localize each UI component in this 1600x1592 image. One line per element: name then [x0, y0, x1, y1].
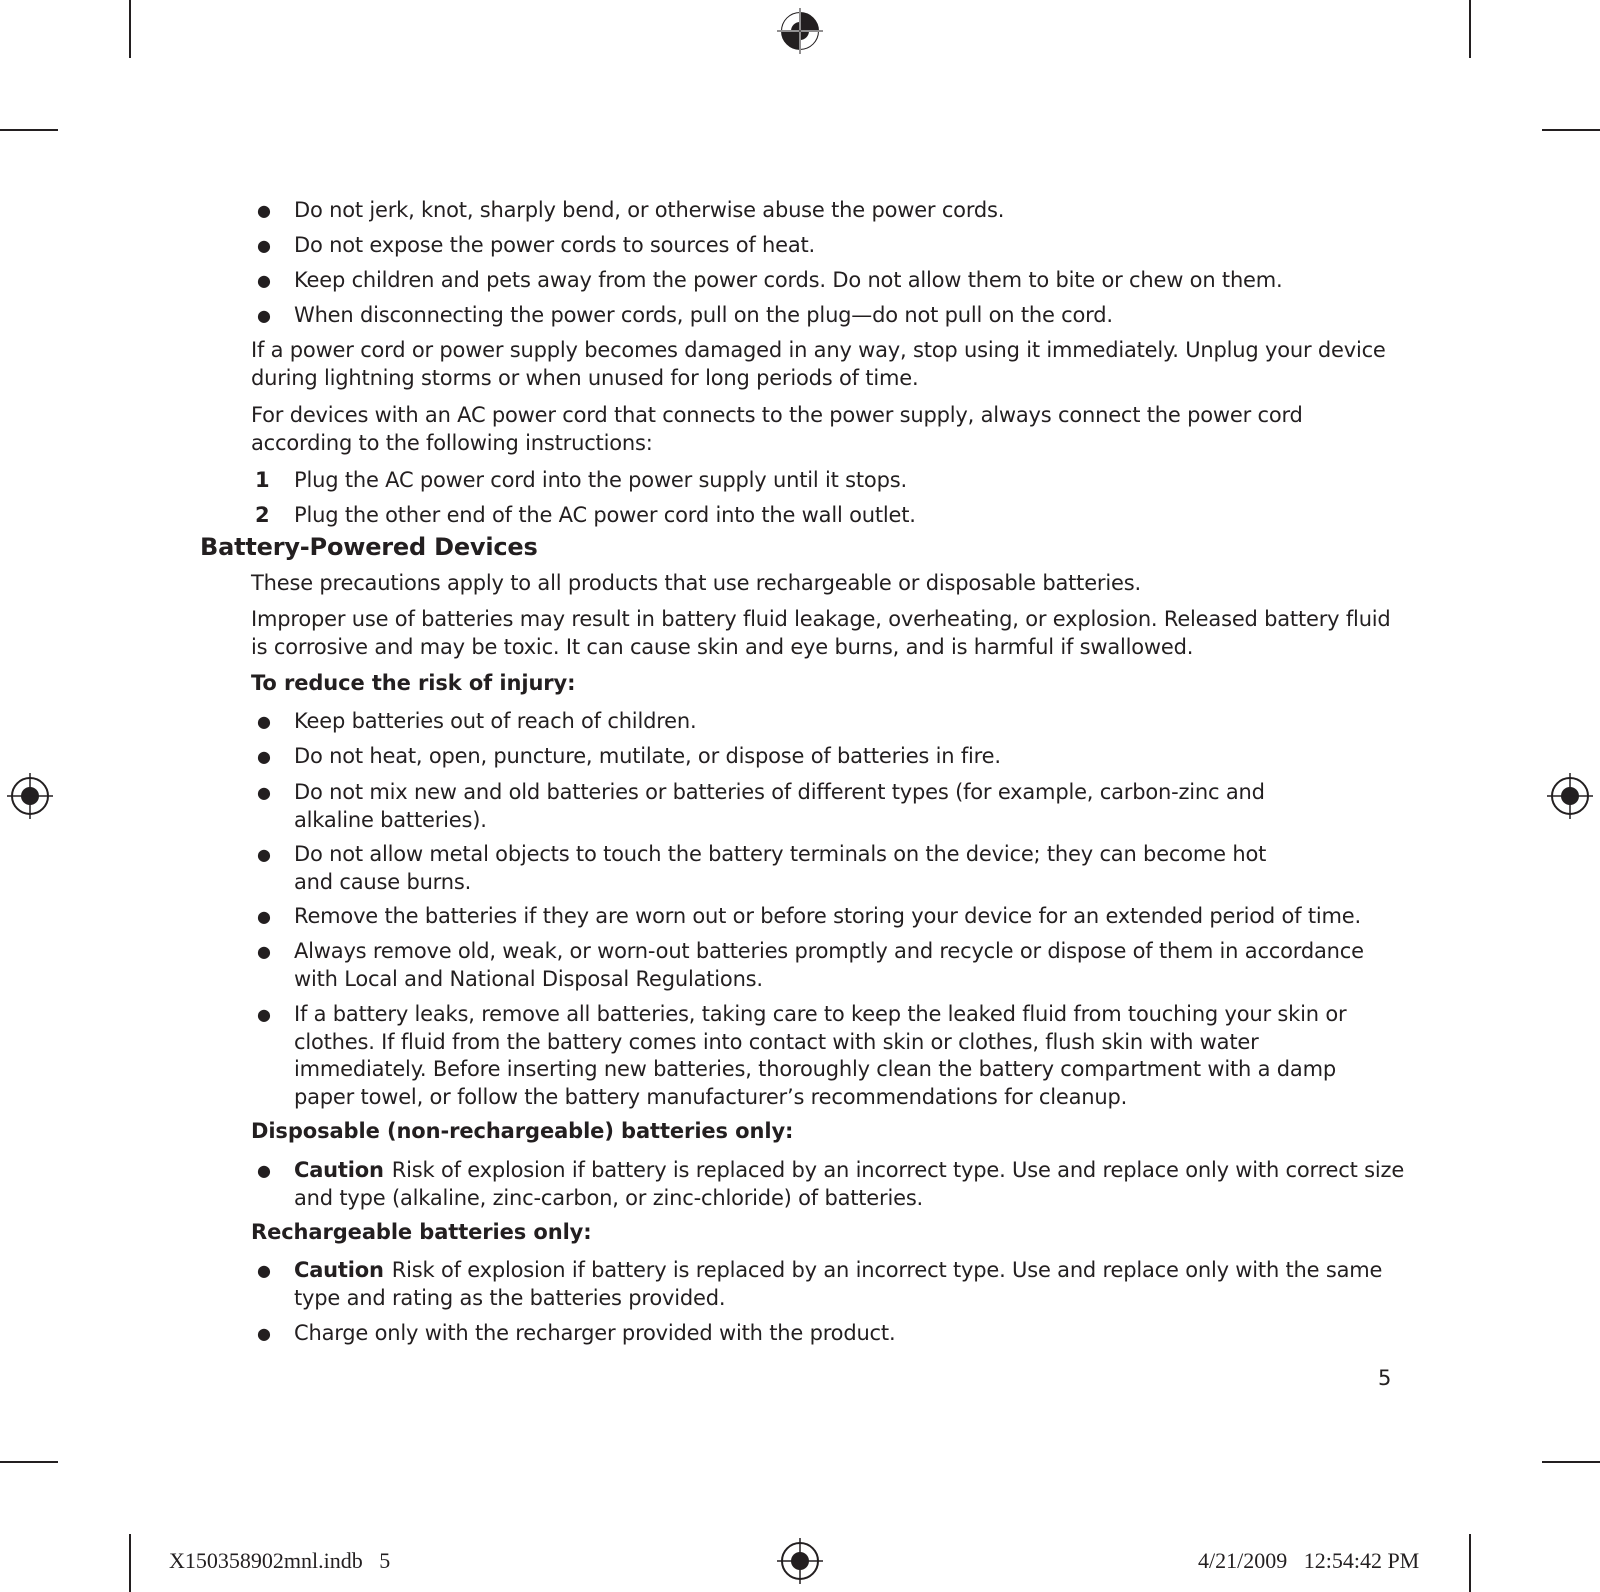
page-number: 5	[1378, 1366, 1392, 1390]
paragraph-battery-hazard: Improper use of batteries may result in battery fluid leakage, overheating, or explosion. Released battery fluid is corrosive and may be toxic. It can cause skin and eye burns, and is harmful if swallowed.	[251, 607, 1391, 659]
list-item	[251, 1001, 1371, 1111]
slug-filename: X150358902mnl.indb 5	[169, 1548, 391, 1573]
list-item-text: Remove the batteries if they are worn out or before storing your device for an extended period of time.	[294, 904, 1361, 928]
crop-mark-top-left-horizontal	[0, 129, 58, 131]
list-item	[251, 232, 1411, 260]
bullet-icon: ●	[257, 306, 271, 325]
bullet-icon: ●	[257, 942, 271, 961]
crop-mark-top-right-horizontal	[1542, 129, 1600, 131]
bullet-icon: ●	[257, 747, 271, 766]
list-item-text: Do not allow metal objects to touch the battery terminals on the device; they can become hot and cause burns.	[294, 842, 1267, 894]
crop-mark-bottom-right-horizontal	[1542, 1461, 1600, 1463]
bullet-icon: ●	[257, 907, 271, 926]
paragraph-damage: If a power cord or power supply becomes damaged in any way, stop using it immediately. Unplug your device during lightning storms or when unused for long periods of time.	[251, 338, 1386, 390]
list-item	[251, 743, 1411, 771]
bullet-icon: ●	[257, 845, 271, 864]
list-item-text: Keep children and pets away from the power cords. Do not allow them to bite or chew on them.	[294, 268, 1283, 292]
caution-text: Risk of explosion if battery is replaced by an incorrect type. Use and replace only with the same type and rating as the batteries provided.	[294, 1258, 1383, 1310]
list-item	[251, 708, 1411, 736]
list-item	[251, 1320, 1411, 1348]
crop-mark-bottom-left-horizontal	[0, 1461, 58, 1463]
list-item	[251, 197, 1411, 225]
bullet-icon: ●	[257, 1005, 271, 1024]
caution-item	[251, 1157, 1411, 1212]
caution-text-block	[294, 1157, 1411, 1212]
list-item-text: Do not heat, open, puncture, mutilate, or dispose of batteries in fire.	[294, 744, 1001, 768]
bullet-icon: ●	[257, 201, 271, 220]
list-item	[251, 302, 1411, 330]
registration-mark-icon-bottom	[777, 1538, 823, 1584]
step-number: 2	[255, 503, 270, 527]
subheading-injury: To reduce the risk of injury:	[251, 671, 576, 695]
numbered-step	[251, 502, 1411, 530]
bullet-icon: ●	[257, 271, 271, 290]
bullet-icon: ●	[257, 1261, 271, 1280]
list-item-text: Keep batteries out of reach of children.	[294, 709, 697, 733]
caution-text: Risk of explosion if battery is replaced by an incorrect type. Use and replace only with correct size and type (alkaline, zinc-carbon, or zinc-chloride) of batteries.	[294, 1158, 1405, 1210]
list-item	[251, 779, 1291, 834]
registration-mark-icon-right	[1547, 773, 1593, 819]
subheading-rechargeable: Rechargeable batteries only:	[251, 1220, 592, 1244]
list-item-text: When disconnecting the power cords, pull on the plug—do not pull on the cord.	[294, 303, 1113, 327]
caution-label: Caution	[294, 1158, 384, 1182]
crop-mark-top-right-vertical	[1469, 0, 1471, 58]
list-item-text: Charge only with the recharger provided with the product.	[294, 1321, 896, 1345]
list-item	[251, 841, 1291, 896]
list-item-text: If a battery leaks, remove all batteries, taking care to keep the leaked fluid from touching your skin or clothes. If fluid from the battery comes into contact with skin or clothes, flush skin with water immediately. Before inserting new batteries, thoroughly clean the battery compartment with a damp paper towel, or follow the battery manufacturer’s recommendations for cleanup.	[294, 1002, 1347, 1109]
list-item	[251, 267, 1411, 295]
step-text: Plug the AC power cord into the power supply until it stops.	[294, 468, 907, 492]
bullet-icon: ●	[257, 712, 271, 731]
section-heading-battery: Battery-Powered Devices	[200, 533, 538, 561]
paragraph-ac-instructions: For devices with an AC power cord that connects to the power supply, always connect the power cord according to the following instructions:	[251, 403, 1303, 455]
list-item-text: Do not jerk, knot, sharply bend, or otherwise abuse the power cords.	[294, 198, 1005, 222]
paragraph-battery-scope: These precautions apply to all products that use rechargeable or disposable batteries.	[251, 571, 1141, 595]
registration-mark-icon-left	[7, 773, 53, 819]
list-item-text: Always remove old, weak, or worn-out batteries promptly and recycle or dispose of them in accordance with Local and National Disposal Regulations.	[294, 939, 1364, 991]
step-text: Plug the other end of the AC power cord into the wall outlet.	[294, 503, 916, 527]
bullet-icon: ●	[257, 1324, 271, 1343]
crop-mark-bottom-right-vertical	[1469, 1534, 1471, 1592]
slug-timestamp: 4/21/2009 12:54:42 PM	[1198, 1548, 1420, 1573]
list-item	[251, 938, 1411, 993]
subheading-disposable: Disposable (non-rechargeable) batteries only:	[251, 1119, 794, 1143]
caution-label: Caution	[294, 1258, 384, 1282]
crop-mark-bottom-left-vertical	[129, 1534, 131, 1592]
list-item	[251, 903, 1411, 931]
list-item-text: Do not mix new and old batteries or batteries of different types (for example, carbon-zinc and alkaline batteries).	[294, 780, 1265, 832]
registration-mark-icon-top	[777, 8, 823, 54]
step-number: 1	[255, 468, 270, 492]
crop-mark-top-left-vertical	[129, 0, 131, 58]
caution-item	[251, 1257, 1411, 1312]
bullet-icon: ●	[257, 1161, 271, 1180]
bullet-icon: ●	[257, 236, 271, 255]
numbered-step	[251, 467, 1411, 495]
caution-text-block	[294, 1257, 1411, 1312]
list-item-text: Do not expose the power cords to sources of heat.	[294, 233, 816, 257]
bullet-icon: ●	[257, 783, 271, 802]
